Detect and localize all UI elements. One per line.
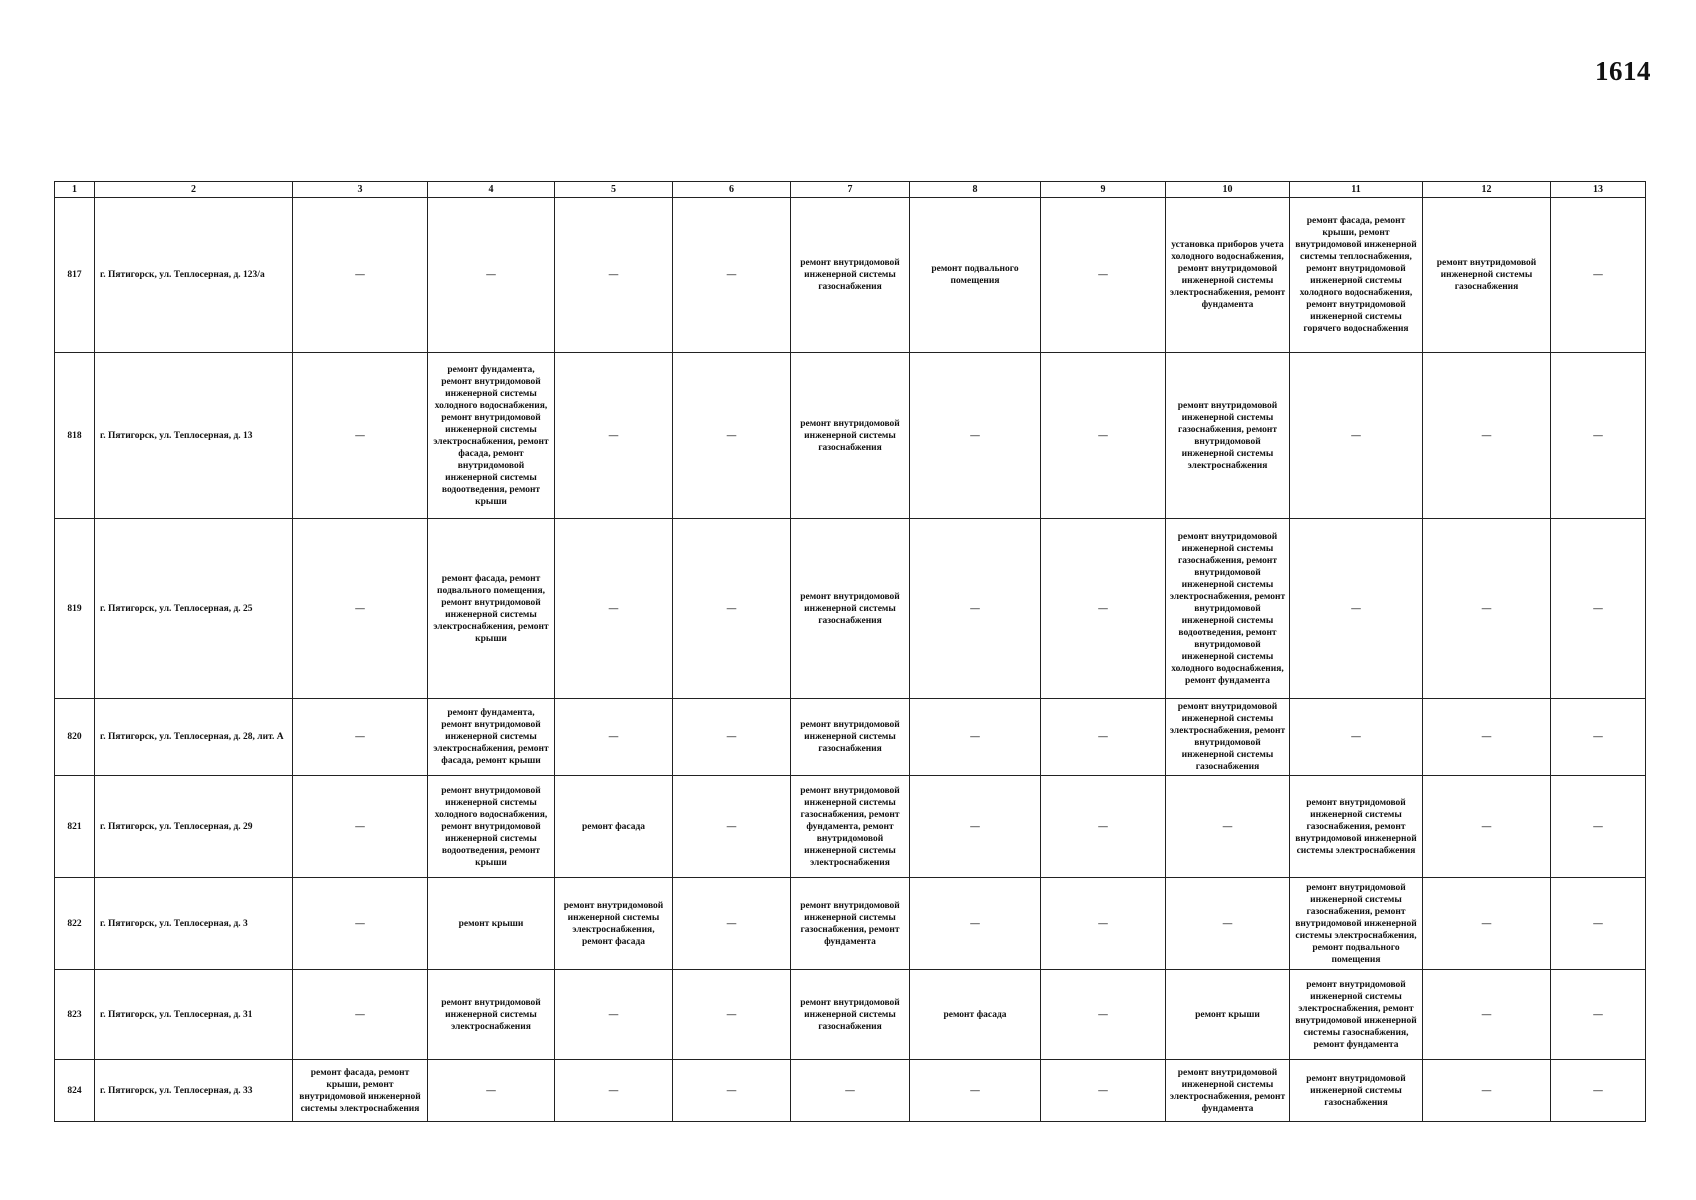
work-cell-col-10: — <box>1166 878 1290 970</box>
work-cell-col-5: ремонт внутридомовой инженерной системы электроснабжения, ремонт фасада <box>555 878 673 970</box>
work-cell-col-12: — <box>1423 776 1551 878</box>
work-cell-col-4: — <box>428 1060 555 1122</box>
work-cell-col-6: — <box>673 198 791 353</box>
table-row <box>55 1060 1646 1122</box>
column-header-12: 12 <box>1423 182 1551 198</box>
work-cell-col-9: — <box>1041 519 1166 699</box>
column-header-10: 10 <box>1166 182 1290 198</box>
work-cell-col-7: ремонт внутридомовой инженерной системы газоснабжения, ремонт фундамента <box>791 878 910 970</box>
column-header-13: 13 <box>1551 182 1646 198</box>
work-cell-col-6: — <box>673 699 791 776</box>
work-cell-col-5: — <box>555 198 673 353</box>
work-cell-col-11: — <box>1290 353 1423 519</box>
work-cell-col-3: — <box>293 353 428 519</box>
work-cell-col-13: — <box>1551 353 1646 519</box>
work-cell-col-6: — <box>673 776 791 878</box>
work-cell-col-13: — <box>1551 699 1646 776</box>
work-cell-col-11: ремонт внутридомовой инженерной системы электроснабжения, ремонт внутридомовой инженерной системы газоснабжения, ремонт фундамента <box>1290 970 1423 1060</box>
work-cell-col-13: — <box>1551 1060 1646 1122</box>
column-header-8: 8 <box>910 182 1041 198</box>
work-cell-col-12: — <box>1423 970 1551 1060</box>
work-cell-col-7: — <box>791 1060 910 1122</box>
work-cell-col-6: — <box>673 353 791 519</box>
address-cell: г. Пятигорск, ул. Теплосерная, д. 123/а <box>95 198 293 353</box>
row-number: 820 <box>55 699 95 776</box>
address-cell: г. Пятигорск, ул. Теплосерная, д. 33 <box>95 1060 293 1122</box>
column-header-7: 7 <box>791 182 910 198</box>
work-cell-col-3: — <box>293 699 428 776</box>
row-number: 822 <box>55 878 95 970</box>
work-cell-col-9: — <box>1041 1060 1166 1122</box>
work-cell-col-3: — <box>293 519 428 699</box>
repair-schedule-table <box>54 181 1646 1122</box>
work-cell-col-4: — <box>428 198 555 353</box>
work-cell-col-8: ремонт подвального помещения <box>910 198 1041 353</box>
page-number: 1614 <box>1595 56 1651 86</box>
work-cell-col-9: — <box>1041 699 1166 776</box>
work-cell-col-5: — <box>555 353 673 519</box>
work-cell-col-10: — <box>1166 776 1290 878</box>
work-cell-col-7: ремонт внутридомовой инженерной системы газоснабжения <box>791 699 910 776</box>
table-row <box>55 776 1646 878</box>
column-header-5: 5 <box>555 182 673 198</box>
work-cell-col-9: — <box>1041 878 1166 970</box>
work-cell-col-13: — <box>1551 970 1646 1060</box>
address-cell: г. Пятигорск, ул. Теплосерная, д. 28, лит. А <box>95 699 293 776</box>
work-cell-col-3: — <box>293 776 428 878</box>
work-cell-col-6: — <box>673 878 791 970</box>
row-number: 819 <box>55 519 95 699</box>
work-cell-col-8: — <box>910 1060 1041 1122</box>
work-cell-col-7: ремонт внутридомовой инженерной системы газоснабжения <box>791 198 910 353</box>
table-row <box>55 353 1646 519</box>
work-cell-col-10: ремонт внутридомовой инженерной системы газоснабжения, ремонт внутридомовой инженерной системы электроснабжения, ремонт внутридомовой инженерной системы водоотведения, ремонт внутридомовой инженерной системы холодного водоснабжения, ремонт фундамента <box>1166 519 1290 699</box>
work-cell-col-12: — <box>1423 878 1551 970</box>
work-cell-col-9: — <box>1041 198 1166 353</box>
table-row <box>55 878 1646 970</box>
column-number-row <box>55 182 1646 198</box>
work-cell-col-9: — <box>1041 970 1166 1060</box>
work-cell-col-7: ремонт внутридомовой инженерной системы газоснабжения <box>791 353 910 519</box>
work-cell-col-10: установка приборов учета холодного водоснабжения, ремонт внутридомовой инженерной системы электроснабжения, ремонт фундамента <box>1166 198 1290 353</box>
table-row <box>55 970 1646 1060</box>
address-cell: г. Пятигорск, ул. Теплосерная, д. 13 <box>95 353 293 519</box>
work-cell-col-8: — <box>910 519 1041 699</box>
work-cell-col-7: ремонт внутридомовой инженерной системы газоснабжения <box>791 519 910 699</box>
work-cell-col-8: ремонт фасада <box>910 970 1041 1060</box>
work-cell-col-4: ремонт фасада, ремонт подвального помещения, ремонт внутридомовой инженерной системы электроснабжения, ремонт крыши <box>428 519 555 699</box>
work-cell-col-10: ремонт внутридомовой инженерной системы электроснабжения, ремонт фундамента <box>1166 1060 1290 1122</box>
work-cell-col-6: — <box>673 1060 791 1122</box>
work-cell-col-5: ремонт фасада <box>555 776 673 878</box>
work-cell-col-5: — <box>555 1060 673 1122</box>
work-cell-col-13: — <box>1551 519 1646 699</box>
work-cell-col-4: ремонт внутридомовой инженерной системы холодного водоснабжения, ремонт внутридомовой инженерной системы водоотведения, ремонт крыши <box>428 776 555 878</box>
work-cell-col-5: — <box>555 699 673 776</box>
work-cell-col-9: — <box>1041 776 1166 878</box>
work-cell-col-6: — <box>673 519 791 699</box>
address-cell: г. Пятигорск, ул. Теплосерная, д. 25 <box>95 519 293 699</box>
work-cell-col-11: ремонт внутридомовой инженерной системы газоснабжения <box>1290 1060 1423 1122</box>
work-cell-col-4: ремонт фундамента, ремонт внутридомовой инженерной системы холодного водоснабжения, ремонт внутридомовой инженерной системы электроснабжения, ремонт фасада, ремонт внутридомовой инженерной системы водоотведения, ремонт крыши <box>428 353 555 519</box>
work-cell-col-10: ремонт крыши <box>1166 970 1290 1060</box>
column-header-4: 4 <box>428 182 555 198</box>
work-cell-col-5: — <box>555 519 673 699</box>
work-cell-col-8: — <box>910 353 1041 519</box>
work-cell-col-13: — <box>1551 198 1646 353</box>
table-row <box>55 519 1646 699</box>
column-header-9: 9 <box>1041 182 1166 198</box>
work-cell-col-3: ремонт фасада, ремонт крыши, ремонт внутридомовой инженерной системы электроснабжения <box>293 1060 428 1122</box>
work-cell-col-5: — <box>555 970 673 1060</box>
work-cell-col-11: ремонт внутридомовой инженерной системы газоснабжения, ремонт внутридомовой инженерной системы электроснабжения <box>1290 776 1423 878</box>
work-cell-col-12: ремонт внутридомовой инженерной системы газоснабжения <box>1423 198 1551 353</box>
column-header-3: 3 <box>293 182 428 198</box>
row-number: 824 <box>55 1060 95 1122</box>
work-cell-col-9: — <box>1041 353 1166 519</box>
column-header-11: 11 <box>1290 182 1423 198</box>
work-cell-col-11: — <box>1290 699 1423 776</box>
address-cell: г. Пятигорск, ул. Теплосерная, д. 29 <box>95 776 293 878</box>
work-cell-col-8: — <box>910 776 1041 878</box>
work-cell-col-12: — <box>1423 353 1551 519</box>
work-cell-col-3: — <box>293 878 428 970</box>
row-number: 821 <box>55 776 95 878</box>
work-cell-col-11: ремонт фасада, ремонт крыши, ремонт внутридомовой инженерной системы теплоснабжения, ремонт внутридомовой инженерной системы холодного водоснабжения, ремонт внутридомовой инженерной системы горячего водоснабжения <box>1290 198 1423 353</box>
work-cell-col-13: — <box>1551 776 1646 878</box>
work-cell-col-4: ремонт фундамента, ремонт внутридомовой инженерной системы электроснабжения, ремонт фасада, ремонт крыши <box>428 699 555 776</box>
address-cell: г. Пятигорск, ул. Теплосерная, д. 3 <box>95 878 293 970</box>
column-header-1: 1 <box>55 182 95 198</box>
work-cell-col-13: — <box>1551 878 1646 970</box>
row-number: 823 <box>55 970 95 1060</box>
work-cell-col-12: — <box>1423 519 1551 699</box>
table-row <box>55 699 1646 776</box>
address-cell: г. Пятигорск, ул. Теплосерная, д. 31 <box>95 970 293 1060</box>
work-cell-col-6: — <box>673 970 791 1060</box>
row-number: 818 <box>55 353 95 519</box>
work-cell-col-7: ремонт внутридомовой инженерной системы газоснабжения, ремонт фундамента, ремонт внутридомовой инженерной системы электроснабжения <box>791 776 910 878</box>
table-row <box>55 198 1646 353</box>
work-cell-col-4: ремонт внутридомовой инженерной системы электроснабжения <box>428 970 555 1060</box>
work-cell-col-12: — <box>1423 1060 1551 1122</box>
work-cell-col-8: — <box>910 699 1041 776</box>
work-cell-col-11: ремонт внутридомовой инженерной системы газоснабжения, ремонт внутридомовой инженерной системы электроснабжения, ремонт подвального помещения <box>1290 878 1423 970</box>
column-header-6: 6 <box>673 182 791 198</box>
work-cell-col-3: — <box>293 198 428 353</box>
row-number: 817 <box>55 198 95 353</box>
work-cell-col-3: — <box>293 970 428 1060</box>
work-cell-col-10: ремонт внутридомовой инженерной системы электроснабжения, ремонт внутридомовой инженерной системы газоснабжения <box>1166 699 1290 776</box>
work-cell-col-7: ремонт внутридомовой инженерной системы газоснабжения <box>791 970 910 1060</box>
work-cell-col-4: ремонт крыши <box>428 878 555 970</box>
work-cell-col-11: — <box>1290 519 1423 699</box>
work-cell-col-8: — <box>910 878 1041 970</box>
work-cell-col-12: — <box>1423 699 1551 776</box>
work-cell-col-10: ремонт внутридомовой инженерной системы газоснабжения, ремонт внутридомовой инженерной системы электроснабжения <box>1166 353 1290 519</box>
column-header-2: 2 <box>95 182 293 198</box>
